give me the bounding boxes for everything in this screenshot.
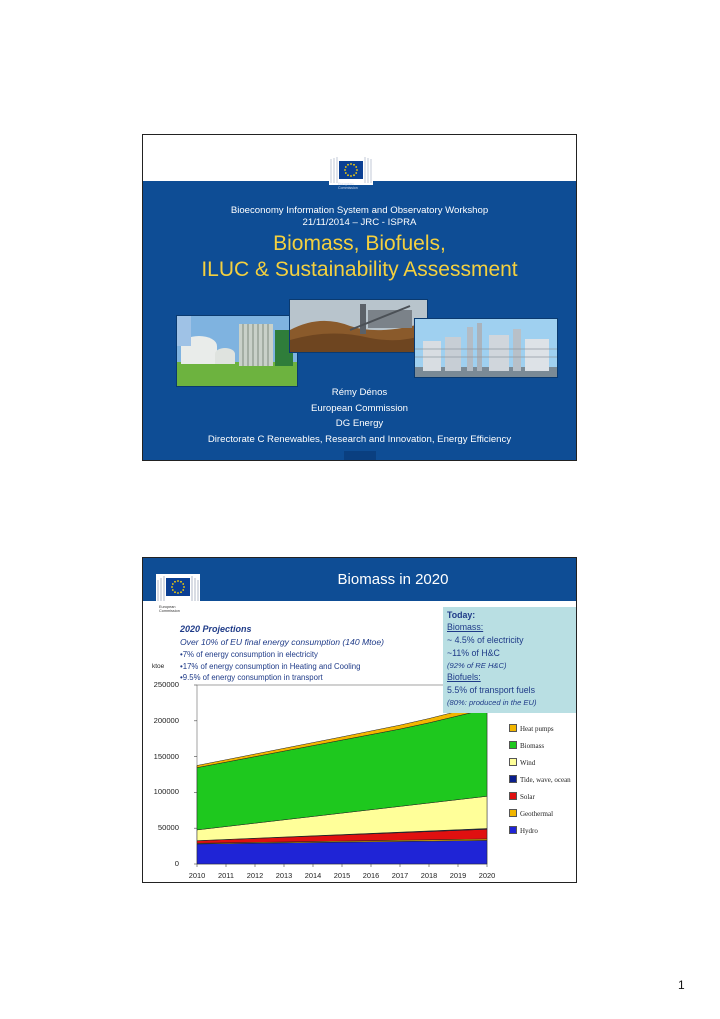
european-commission-logo (329, 155, 373, 191)
presenter-info (143, 385, 576, 447)
legend-label: Biomass (520, 742, 545, 750)
presenter-name: Rémy Dénos (331, 387, 388, 398)
projections-subheading: Over 10% of EU final energy consumption (140 Mtoe) (180, 637, 384, 647)
presenter-dg: DG Energy (335, 418, 384, 429)
y-tick-label: 100000 (153, 787, 179, 797)
slide-footer-tab (344, 451, 376, 461)
legend-item (509, 741, 544, 750)
today-heading: Today: (447, 610, 476, 620)
biomass-stat: ~ 4.5% of electricity (447, 635, 524, 645)
projection-bullet: •9.5% of energy consumption in transport (180, 673, 323, 682)
x-tick-label: 2013 (275, 871, 293, 880)
european-commission-logo: European Commission (156, 574, 200, 614)
legend-item (509, 826, 538, 835)
biofuels-label: Biofuels: (447, 672, 481, 682)
area-hydro (197, 840, 487, 864)
woodchips-photo (289, 299, 428, 353)
legend-item (509, 758, 535, 767)
x-tick-label: 2019 (449, 871, 467, 880)
x-tick-label: 2012 (246, 871, 264, 880)
y-tick-label: 150000 (153, 751, 179, 761)
legend-swatch (509, 758, 517, 766)
legend-item (509, 809, 553, 818)
presenter-directorate: Directorate C Renewables, Research and Innovation, Energy Efficiency (207, 433, 512, 445)
legend-swatch (509, 724, 517, 732)
legend-swatch (509, 741, 517, 749)
logo-caption: European Commission (338, 182, 358, 191)
today-info-box (443, 607, 577, 713)
presenter-org: European Commission (310, 402, 409, 414)
x-tick-label: 2014 (304, 871, 322, 880)
legend-item (509, 792, 535, 801)
x-tick-label: 2015 (333, 871, 351, 880)
x-tick-label: 2020 (478, 871, 496, 880)
biomass-stat: ~11% of H&C (447, 648, 500, 658)
title-slide (142, 134, 577, 461)
x-tick-label: 2016 (362, 871, 380, 880)
x-tick-label: 2011 (218, 871, 234, 880)
berlaymont-building-icon (329, 155, 373, 185)
y-tick-label: 50000 (157, 823, 179, 833)
biomass-note: (92% of RE H&C) (447, 661, 507, 670)
legend-swatch (509, 809, 517, 817)
legend-item (509, 724, 554, 733)
legend-label: Geothermal (520, 810, 554, 818)
page-number: 1 (678, 978, 685, 992)
legend-swatch (509, 792, 517, 800)
biofuels-stat: 5.5% of transport fuels (447, 685, 536, 695)
legend-swatch (509, 826, 517, 834)
x-tick-label: 2010 (188, 871, 206, 880)
workshop-date: 21/11/2014 – JRC - ISPRA (302, 217, 417, 228)
projection-bullet: •17% of energy consumption in Heating and Cooling (180, 662, 361, 671)
legend-label: Solar (520, 793, 535, 801)
y-tick-label: 0 (174, 859, 179, 868)
biogas-plant-photo (176, 315, 298, 387)
x-tick-label: 2018 (420, 871, 438, 880)
y-tick-label: 250000 (153, 680, 179, 689)
legend-label: Tide, wave, ocean (520, 776, 571, 784)
y-axis-label: ktoe (152, 663, 165, 670)
projection-bullet: •7% of energy consumption in electricity (180, 650, 318, 659)
projections-heading: 2020 Projections (180, 624, 252, 634)
workshop-info (143, 205, 576, 229)
refinery-photo (414, 318, 558, 378)
workshop-name: Bioeconomy Information System and Observatory Workshop (230, 205, 489, 216)
y-tick-label: 200000 (153, 715, 179, 725)
legend-label: Hydro (520, 827, 538, 835)
legend-label: Heat pumps (520, 725, 554, 733)
legend-swatch (509, 775, 517, 783)
slide-title: Biomass, Biofuels, ILUC & Sustainability Assessment (201, 232, 518, 281)
legend-item (509, 775, 571, 784)
slide-title: Biomass in 2020 (337, 571, 449, 588)
biofuels-note: (80%: produced in the EU) (447, 698, 537, 707)
legend-label: Wind (520, 759, 536, 767)
biomass-label: Biomass: (447, 622, 484, 632)
x-tick-label: 2017 (391, 871, 409, 880)
biomass-slide (142, 557, 577, 883)
